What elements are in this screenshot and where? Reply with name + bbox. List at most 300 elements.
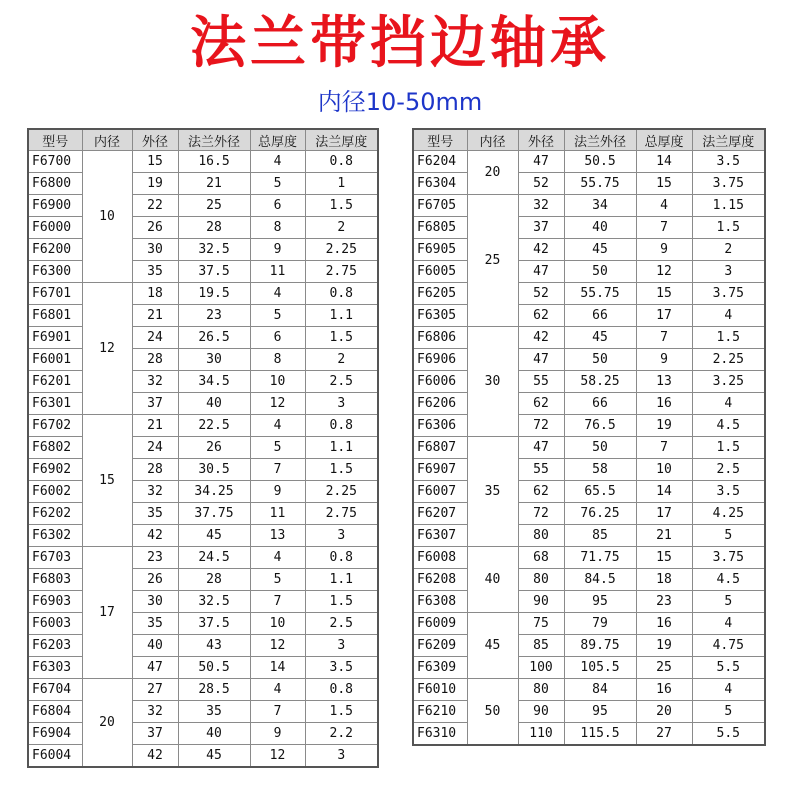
cell-total-thickness: 4: [250, 283, 305, 305]
cell-total-thickness: 16: [636, 613, 692, 635]
cell-outer-diameter: 80: [518, 569, 564, 591]
cell-outer-diameter: 80: [518, 679, 564, 701]
table-header: [413, 129, 765, 151]
table-row: [413, 217, 765, 239]
cell-outer-diameter: 22: [132, 195, 178, 217]
header-total-thickness: 总厚度: [636, 129, 692, 151]
table-row: [413, 657, 765, 679]
cell-total-thickness: 7: [250, 701, 305, 723]
table-row: [28, 349, 378, 371]
cell-model: F6701: [28, 283, 82, 305]
cell-flange-outer-diameter: 35: [178, 701, 250, 723]
cell-total-thickness: 17: [636, 305, 692, 327]
cell-model: F6900: [28, 195, 82, 217]
cell-outer-diameter: 37: [132, 393, 178, 415]
cell-outer-diameter: 47: [518, 261, 564, 283]
page-subtitle: 内径10-50mm: [317, 88, 483, 116]
cell-inner-diameter: 45: [467, 613, 518, 679]
cell-outer-diameter: 27: [132, 679, 178, 701]
header-inner-diameter: 内径: [467, 129, 518, 151]
cell-model: F6303: [28, 657, 82, 679]
cell-flange-thickness: 3: [305, 635, 378, 657]
cell-model: F6703: [28, 547, 82, 569]
cell-total-thickness: 18: [636, 569, 692, 591]
cell-flange-outer-diameter: 30.5: [178, 459, 250, 481]
cell-flange-outer-diameter: 40: [178, 723, 250, 745]
cell-outer-diameter: 37: [518, 217, 564, 239]
table-row: [413, 151, 765, 173]
cell-outer-diameter: 72: [518, 503, 564, 525]
cell-total-thickness: 14: [636, 151, 692, 173]
table-row: [413, 195, 765, 217]
cell-model: F6210: [413, 701, 467, 723]
page-title: 法兰带挡边轴承: [190, 11, 610, 76]
cell-outer-diameter: 28: [132, 349, 178, 371]
cell-flange-thickness: 2: [305, 349, 378, 371]
cell-flange-outer-diameter: 58: [564, 459, 636, 481]
cell-model: F6204: [413, 151, 467, 173]
cell-outer-diameter: 37: [132, 723, 178, 745]
cell-inner-diameter: 50: [467, 679, 518, 746]
cell-model: F6305: [413, 305, 467, 327]
cell-model: F6804: [28, 701, 82, 723]
cell-total-thickness: 15: [636, 547, 692, 569]
cell-model: F6302: [28, 525, 82, 547]
cell-flange-thickness: 3: [692, 261, 765, 283]
table-row: [413, 327, 765, 349]
cell-model: F6901: [28, 327, 82, 349]
cell-model: F6005: [413, 261, 467, 283]
cell-flange-outer-diameter: 37.5: [178, 613, 250, 635]
table-row: [413, 415, 765, 437]
table-row: [413, 239, 765, 261]
table-row: [413, 261, 765, 283]
cell-model: F6205: [413, 283, 467, 305]
cell-outer-diameter: 35: [132, 503, 178, 525]
cell-total-thickness: 7: [250, 591, 305, 613]
cell-outer-diameter: 47: [518, 437, 564, 459]
cell-total-thickness: 25: [636, 657, 692, 679]
table-row: [28, 195, 378, 217]
header-inner-diameter: 内径: [82, 129, 132, 151]
cell-model: F6306: [413, 415, 467, 437]
cell-total-thickness: 6: [250, 327, 305, 349]
cell-flange-thickness: 3.75: [692, 547, 765, 569]
cell-flange-outer-diameter: 26.5: [178, 327, 250, 349]
table-row: [413, 701, 765, 723]
cell-flange-outer-diameter: 32.5: [178, 239, 250, 261]
cell-model: F6807: [413, 437, 467, 459]
table-row: [413, 437, 765, 459]
cell-model: F6805: [413, 217, 467, 239]
header-flange-outer-diameter: 法兰外径: [178, 129, 250, 151]
cell-model: F6907: [413, 459, 467, 481]
table-row: [28, 547, 378, 569]
cell-model: F6200: [28, 239, 82, 261]
cell-flange-thickness: 4.75: [692, 635, 765, 657]
cell-model: F6308: [413, 591, 467, 613]
cell-total-thickness: 9: [250, 481, 305, 503]
table-row: [28, 327, 378, 349]
cell-total-thickness: 12: [250, 635, 305, 657]
cell-outer-diameter: 62: [518, 305, 564, 327]
cell-model: F6009: [413, 613, 467, 635]
cell-total-thickness: 10: [636, 459, 692, 481]
cell-flange-outer-diameter: 85: [564, 525, 636, 547]
table-row: [413, 547, 765, 569]
cell-outer-diameter: 90: [518, 591, 564, 613]
bearing-table-right: [412, 128, 766, 746]
cell-total-thickness: 11: [250, 261, 305, 283]
cell-total-thickness: 5: [250, 173, 305, 195]
cell-flange-thickness: 1.5: [305, 591, 378, 613]
cell-flange-outer-diameter: 95: [564, 591, 636, 613]
cell-outer-diameter: 62: [518, 481, 564, 503]
cell-model: F6307: [413, 525, 467, 547]
cell-total-thickness: 9: [636, 239, 692, 261]
cell-flange-outer-diameter: 34: [564, 195, 636, 217]
cell-outer-diameter: 18: [132, 283, 178, 305]
cell-outer-diameter: 42: [132, 745, 178, 768]
cell-outer-diameter: 21: [132, 415, 178, 437]
cell-total-thickness: 17: [636, 503, 692, 525]
cell-total-thickness: 4: [250, 151, 305, 173]
cell-model: F6207: [413, 503, 467, 525]
cell-flange-thickness: 1.5: [692, 327, 765, 349]
cell-inner-diameter: 20: [467, 151, 518, 195]
table-row: [28, 173, 378, 195]
cell-total-thickness: 13: [250, 525, 305, 547]
cell-total-thickness: 16: [636, 679, 692, 701]
cell-flange-thickness: 0.8: [305, 283, 378, 305]
table-row: [28, 701, 378, 723]
cell-total-thickness: 13: [636, 371, 692, 393]
cell-total-thickness: 8: [250, 217, 305, 239]
table-row: [28, 613, 378, 635]
cell-flange-thickness: 2.5: [305, 613, 378, 635]
cell-total-thickness: 11: [250, 503, 305, 525]
table-row: [413, 591, 765, 613]
cell-flange-thickness: 4.25: [692, 503, 765, 525]
cell-flange-outer-diameter: 65.5: [564, 481, 636, 503]
cell-total-thickness: 12: [250, 393, 305, 415]
cell-total-thickness: 9: [250, 723, 305, 745]
cell-flange-thickness: 3.5: [692, 481, 765, 503]
cell-flange-thickness: 4.5: [692, 415, 765, 437]
cell-model: F6902: [28, 459, 82, 481]
cell-total-thickness: 19: [636, 415, 692, 437]
table-row: [413, 481, 765, 503]
table-row: [28, 283, 378, 305]
cell-inner-diameter: 40: [467, 547, 518, 613]
cell-outer-diameter: 75: [518, 613, 564, 635]
cell-inner-diameter: 12: [82, 283, 132, 415]
cell-outer-diameter: 28: [132, 459, 178, 481]
cell-model: F6007: [413, 481, 467, 503]
cell-total-thickness: 7: [636, 437, 692, 459]
cell-total-thickness: 5: [250, 305, 305, 327]
cell-flange-thickness: 2: [692, 239, 765, 261]
cell-total-thickness: 14: [250, 657, 305, 679]
cell-flange-thickness: 4.5: [692, 569, 765, 591]
cell-total-thickness: 10: [250, 371, 305, 393]
table-row: [413, 459, 765, 481]
cell-outer-diameter: 30: [132, 591, 178, 613]
cell-model: F6801: [28, 305, 82, 327]
cell-inner-diameter: 25: [467, 195, 518, 327]
cell-flange-outer-diameter: 66: [564, 393, 636, 415]
cell-flange-thickness: 3.75: [692, 173, 765, 195]
cell-outer-diameter: 32: [132, 481, 178, 503]
cell-inner-diameter: 10: [82, 151, 132, 283]
cell-outer-diameter: 47: [518, 151, 564, 173]
cell-flange-thickness: 2.25: [305, 239, 378, 261]
cell-total-thickness: 4: [636, 195, 692, 217]
cell-flange-thickness: 0.8: [305, 415, 378, 437]
cell-model: F6803: [28, 569, 82, 591]
cell-model: F6800: [28, 173, 82, 195]
cell-outer-diameter: 110: [518, 723, 564, 746]
cell-total-thickness: 5: [250, 569, 305, 591]
cell-total-thickness: 4: [250, 415, 305, 437]
cell-outer-diameter: 24: [132, 327, 178, 349]
cell-flange-outer-diameter: 45: [564, 327, 636, 349]
table-row: [28, 657, 378, 679]
cell-model: F6904: [28, 723, 82, 745]
cell-flange-thickness: 2.25: [305, 481, 378, 503]
table-row: [413, 393, 765, 415]
table-row: [28, 525, 378, 547]
cell-outer-diameter: 24: [132, 437, 178, 459]
table-row: [28, 239, 378, 261]
cell-flange-outer-diameter: 28: [178, 217, 250, 239]
table-row: [28, 745, 378, 768]
header-flange-outer-diameter: 法兰外径: [564, 129, 636, 151]
cell-flange-outer-diameter: 16.5: [178, 151, 250, 173]
header-outer-diameter: 外径: [132, 129, 178, 151]
cell-flange-outer-diameter: 66: [564, 305, 636, 327]
table-row: [28, 503, 378, 525]
cell-total-thickness: 10: [250, 613, 305, 635]
cell-model: F6906: [413, 349, 467, 371]
cell-flange-outer-diameter: 24.5: [178, 547, 250, 569]
cell-outer-diameter: 32: [518, 195, 564, 217]
cell-flange-outer-diameter: 76.25: [564, 503, 636, 525]
cell-flange-thickness: 1.5: [692, 217, 765, 239]
cell-model: F6300: [28, 261, 82, 283]
cell-model: F6206: [413, 393, 467, 415]
cell-flange-outer-diameter: 50: [564, 437, 636, 459]
cell-flange-outer-diameter: 71.75: [564, 547, 636, 569]
cell-outer-diameter: 42: [518, 327, 564, 349]
cell-outer-diameter: 80: [518, 525, 564, 547]
cell-outer-diameter: 72: [518, 415, 564, 437]
cell-flange-thickness: 5: [692, 591, 765, 613]
cell-flange-outer-diameter: 28: [178, 569, 250, 591]
cell-model: F6903: [28, 591, 82, 613]
cell-flange-thickness: 0.8: [305, 679, 378, 701]
cell-model: F6202: [28, 503, 82, 525]
table-row: [28, 151, 378, 173]
cell-flange-outer-diameter: 37.75: [178, 503, 250, 525]
cell-outer-diameter: 55: [518, 459, 564, 481]
cell-flange-thickness: 2.75: [305, 503, 378, 525]
cell-flange-outer-diameter: 115.5: [564, 723, 636, 746]
header-flange-thickness: 法兰厚度: [692, 129, 765, 151]
cell-outer-diameter: 47: [132, 657, 178, 679]
cell-flange-thickness: 2.75: [305, 261, 378, 283]
cell-flange-outer-diameter: 76.5: [564, 415, 636, 437]
cell-flange-thickness: 5.5: [692, 657, 765, 679]
cell-model: F6802: [28, 437, 82, 459]
cell-outer-diameter: 32: [132, 371, 178, 393]
cell-flange-thickness: 1.1: [305, 305, 378, 327]
cell-flange-outer-diameter: 89.75: [564, 635, 636, 657]
table-row: [413, 723, 765, 746]
cell-outer-diameter: 100: [518, 657, 564, 679]
header-model: 型号: [28, 129, 82, 151]
cell-flange-thickness: 5: [692, 701, 765, 723]
cell-outer-diameter: 21: [132, 305, 178, 327]
cell-flange-outer-diameter: 55.75: [564, 173, 636, 195]
cell-total-thickness: 7: [636, 217, 692, 239]
table-row: [28, 371, 378, 393]
cell-flange-thickness: 2.5: [305, 371, 378, 393]
table-row: [28, 635, 378, 657]
cell-flange-thickness: 3: [305, 525, 378, 547]
cell-model: F6000: [28, 217, 82, 239]
cell-outer-diameter: 26: [132, 217, 178, 239]
table-row: [413, 283, 765, 305]
cell-flange-thickness: 3: [305, 745, 378, 768]
cell-flange-thickness: 4: [692, 679, 765, 701]
cell-model: F6310: [413, 723, 467, 746]
cell-flange-outer-diameter: 45: [178, 525, 250, 547]
cell-model: F6010: [413, 679, 467, 701]
cell-flange-thickness: 1.5: [305, 327, 378, 349]
table-row: [413, 569, 765, 591]
cell-flange-thickness: 2.5: [692, 459, 765, 481]
cell-outer-diameter: 47: [518, 349, 564, 371]
cell-model: F6301: [28, 393, 82, 415]
cell-flange-thickness: 3.5: [305, 657, 378, 679]
cell-model: F6008: [413, 547, 467, 569]
cell-flange-outer-diameter: 50.5: [178, 657, 250, 679]
table-row: [28, 217, 378, 239]
cell-outer-diameter: 26: [132, 569, 178, 591]
table-header: [28, 129, 378, 151]
cell-flange-thickness: 1.5: [305, 701, 378, 723]
cell-total-thickness: 9: [250, 239, 305, 261]
cell-flange-thickness: 3.75: [692, 283, 765, 305]
cell-flange-outer-diameter: 34.5: [178, 371, 250, 393]
cell-total-thickness: 21: [636, 525, 692, 547]
cell-flange-thickness: 1.5: [305, 195, 378, 217]
cell-total-thickness: 27: [636, 723, 692, 746]
header-total-thickness: 总厚度: [250, 129, 305, 151]
cell-total-thickness: 12: [636, 261, 692, 283]
cell-flange-outer-diameter: 37.5: [178, 261, 250, 283]
table-row: [28, 723, 378, 745]
cell-flange-outer-diameter: 32.5: [178, 591, 250, 613]
cell-model: F6806: [413, 327, 467, 349]
cell-total-thickness: 7: [250, 459, 305, 481]
cell-flange-outer-diameter: 45: [178, 745, 250, 768]
cell-flange-outer-diameter: 50: [564, 349, 636, 371]
table-row: [413, 525, 765, 547]
cell-inner-diameter: 30: [467, 327, 518, 437]
cell-inner-diameter: 20: [82, 679, 132, 768]
cell-total-thickness: 12: [250, 745, 305, 768]
cell-flange-thickness: 4: [692, 393, 765, 415]
cell-flange-outer-diameter: 23: [178, 305, 250, 327]
table-row: [413, 503, 765, 525]
bearing-table-left: [27, 128, 379, 768]
table-row: [413, 635, 765, 657]
cell-flange-outer-diameter: 105.5: [564, 657, 636, 679]
cell-flange-outer-diameter: 34.25: [178, 481, 250, 503]
cell-flange-thickness: 2: [305, 217, 378, 239]
cell-outer-diameter: 52: [518, 173, 564, 195]
cell-flange-thickness: 1.1: [305, 437, 378, 459]
cell-flange-thickness: 5.5: [692, 723, 765, 746]
table-row: [28, 437, 378, 459]
cell-outer-diameter: 30: [132, 239, 178, 261]
cell-flange-thickness: 1.5: [305, 459, 378, 481]
cell-outer-diameter: 40: [132, 635, 178, 657]
table-row: [28, 591, 378, 613]
cell-flange-thickness: 1.5: [692, 437, 765, 459]
table-row: [28, 261, 378, 283]
cell-model: F6304: [413, 173, 467, 195]
cell-total-thickness: 23: [636, 591, 692, 613]
cell-flange-thickness: 0.8: [305, 547, 378, 569]
header-outer-diameter: 外径: [518, 129, 564, 151]
cell-total-thickness: 15: [636, 173, 692, 195]
cell-model: F6203: [28, 635, 82, 657]
cell-model: F6006: [413, 371, 467, 393]
cell-flange-thickness: 2.25: [692, 349, 765, 371]
header-flange-thickness: 法兰厚度: [305, 129, 378, 151]
cell-flange-outer-diameter: 22.5: [178, 415, 250, 437]
table-row: [28, 481, 378, 503]
cell-model: F6002: [28, 481, 82, 503]
table-row: [28, 305, 378, 327]
cell-outer-diameter: 42: [132, 525, 178, 547]
cell-flange-outer-diameter: 30: [178, 349, 250, 371]
cell-flange-thickness: 5: [692, 525, 765, 547]
table-row: [28, 569, 378, 591]
table-row: [28, 393, 378, 415]
cell-model: F6702: [28, 415, 82, 437]
cell-total-thickness: 7: [636, 327, 692, 349]
cell-flange-thickness: 2.2: [305, 723, 378, 745]
cell-total-thickness: 14: [636, 481, 692, 503]
cell-flange-thickness: 3.5: [692, 151, 765, 173]
cell-flange-thickness: 1.15: [692, 195, 765, 217]
cell-model: F6704: [28, 679, 82, 701]
cell-flange-thickness: 4: [692, 613, 765, 635]
table-row: [28, 415, 378, 437]
cell-flange-outer-diameter: 50.5: [564, 151, 636, 173]
cell-outer-diameter: 55: [518, 371, 564, 393]
cell-outer-diameter: 62: [518, 393, 564, 415]
cell-outer-diameter: 15: [132, 151, 178, 173]
cell-flange-outer-diameter: 58.25: [564, 371, 636, 393]
cell-model: F6309: [413, 657, 467, 679]
cell-flange-outer-diameter: 84.5: [564, 569, 636, 591]
cell-model: F6001: [28, 349, 82, 371]
